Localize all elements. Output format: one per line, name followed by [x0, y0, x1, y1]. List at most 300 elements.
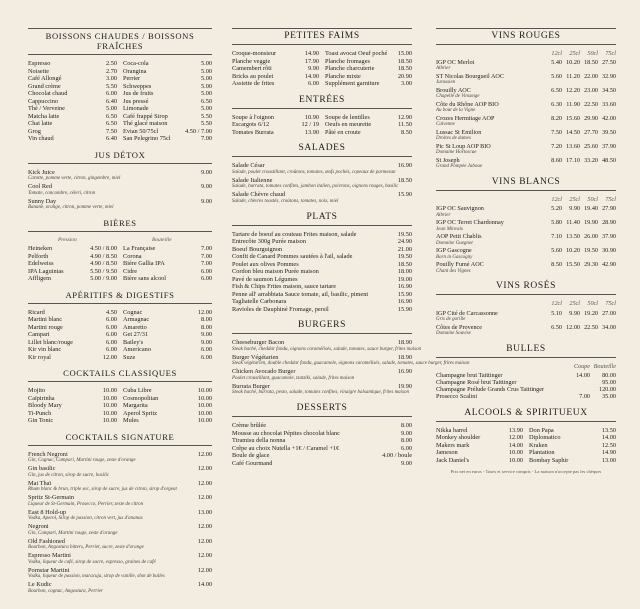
item-price: 16.90 — [397, 298, 412, 305]
item-price: 9.00 — [400, 459, 412, 467]
column-label: 25cl — [569, 50, 580, 57]
wine-price: 5.60 — [551, 73, 562, 81]
menu-row — [232, 437, 412, 445]
menu-row — [436, 442, 523, 450]
wine-price: 80.00 — [602, 371, 616, 379]
item-description: Salade, chèvres toastés, croûtons, tomates, noix, miel — [232, 198, 339, 204]
menu-row — [28, 324, 117, 332]
menu-row — [325, 80, 412, 88]
item-price: 6.00 — [307, 80, 319, 87]
menu-row — [232, 368, 412, 376]
wine-price: 14.00 — [576, 371, 590, 379]
item-price: 4.90 / 8.50 — [90, 252, 117, 260]
menu-row — [232, 50, 319, 58]
item-price: 6.40 — [105, 135, 117, 142]
menu-row — [123, 128, 212, 136]
item-price: 5.50 — [200, 120, 212, 127]
item-name: Cordon bleu maison Purée maison — [232, 268, 319, 275]
wine-producer: Gris de gorille — [436, 316, 466, 322]
item-name: French Negroni — [28, 450, 68, 458]
wine-price: 5.10 — [551, 309, 562, 317]
wine-price: 10.20 — [566, 247, 580, 255]
wine-row — [436, 393, 616, 400]
item-name: Cosmopolitan — [123, 394, 159, 402]
item-description: Salade, burrata, tomates confites, jambon italien, poivrons, oignons rouges, basilic — [232, 184, 399, 189]
wine-price: 28.90 — [602, 219, 616, 227]
wine-name: St Joseph — [436, 157, 460, 165]
menu-row — [28, 120, 117, 128]
item-price: 12.00 — [197, 494, 212, 501]
menu-row — [529, 434, 616, 442]
wine-header — [436, 196, 616, 203]
item-price: 9.90 — [307, 65, 319, 72]
item-name: Mai Thaï — [28, 479, 52, 487]
item-description: Gin, Cognac, Campari, Martini rouge, zeste d'orange — [28, 458, 136, 463]
item-price: 10.00 — [508, 449, 523, 457]
item-price: 14.90 — [304, 50, 319, 57]
item-name: Old Fashioned — [28, 537, 65, 545]
item-name: Assiette de frites — [232, 80, 275, 87]
menu-row — [232, 291, 412, 299]
menu-row — [123, 275, 212, 283]
item-name: Affligem — [28, 275, 51, 282]
column-label: 25cl — [569, 300, 580, 308]
item-price: 8.00 — [400, 437, 412, 444]
menu-row — [232, 383, 412, 391]
wine-price: 9.90 — [569, 205, 580, 213]
item-name: Espresso — [28, 60, 51, 67]
menu-row — [28, 316, 117, 324]
item-price: 5.00 — [200, 67, 212, 75]
item-name: Oeufs en meurette — [325, 121, 372, 128]
item-name: Thé / Verveine — [28, 105, 65, 112]
wine-producer: Domaine Hortoscue — [436, 150, 477, 156]
item-name: Vin chaud — [28, 135, 54, 142]
wine-price: 32.90 — [602, 73, 616, 81]
wine-price: 34.50 — [602, 87, 616, 95]
item-description: Liqueur de St-Germain, Prosecco, Perrier, zeste de citron — [28, 501, 144, 507]
classiques-list — [28, 387, 212, 425]
menu-row — [123, 75, 212, 83]
wine-price: 8.50 — [551, 261, 562, 269]
wine-price — [564, 386, 590, 393]
column-label: 50cl — [587, 196, 598, 204]
wine-price: 27.70 — [584, 129, 598, 137]
item-name: Café frappé Sirop — [123, 112, 168, 120]
item-price: 6.00 — [200, 267, 212, 275]
desserts-list — [232, 422, 412, 467]
wine-price: 18.50 — [584, 59, 598, 67]
item-price: 9.00 — [400, 429, 412, 437]
blancs-list — [436, 196, 616, 274]
wine-price: 39.50 — [602, 129, 616, 137]
item-name: Cognac — [123, 308, 143, 316]
item-name: Penne all' arrabbiata Sauce tomate, ail, basilic, piment — [232, 290, 369, 298]
item-name: Mojito — [28, 387, 46, 394]
wine-price: 34.00 — [602, 323, 616, 331]
item-description: Bourbon, cognac, Angostura, Perrier — [28, 588, 103, 594]
bulles-list — [436, 363, 616, 401]
wine-name: Champagne Rosé brut Taittinger — [436, 379, 517, 387]
wine-producer: Albrier — [436, 66, 451, 72]
menu-row — [232, 177, 412, 185]
wine-row — [436, 129, 616, 136]
menu-row — [28, 567, 212, 575]
item-name: Croque-monsieur — [232, 50, 277, 57]
item-price: 6.00 — [200, 353, 212, 361]
wine-price: 12.00 — [566, 323, 580, 331]
wine-row — [436, 59, 616, 66]
salades-list — [232, 162, 412, 205]
item-price: 15.00 — [397, 50, 412, 57]
menu-row — [28, 331, 117, 339]
menu-row — [123, 135, 212, 143]
menu-row — [123, 98, 212, 106]
wine-name: Lussac St Emilion — [436, 129, 482, 137]
item-price: 7.50 — [105, 127, 117, 135]
item-price: 5.50 / 9.50 — [90, 267, 117, 275]
item-name: San Pelegrino 75cl — [123, 135, 171, 142]
menu-row — [232, 306, 412, 314]
wine-price: 25.60 — [584, 143, 598, 151]
wine-row — [436, 261, 616, 268]
menu-row — [123, 402, 212, 410]
column-label: 12cl — [551, 300, 562, 308]
menu-row — [123, 113, 212, 121]
right-column — [123, 245, 212, 283]
item-name: Cool Red — [28, 183, 52, 190]
wine-price: 95.00 — [602, 379, 616, 387]
wine-row — [436, 386, 616, 393]
menu-row — [28, 90, 117, 98]
menu-row — [529, 442, 616, 450]
wine-price: 29.30 — [584, 261, 598, 269]
menu-row — [232, 253, 412, 261]
wine-producer: Albrier — [436, 212, 451, 218]
wine-name: Prosecco Scalini — [436, 393, 478, 401]
aperitifs-list — [28, 309, 212, 362]
item-name: Schweppes — [123, 82, 152, 90]
item-description: Poulet croustillant, guacamole, tzatziki, salade, frites maison — [232, 375, 355, 381]
wine-price: 11.20 — [566, 73, 580, 81]
menu-row — [28, 275, 117, 283]
item-price: 14.90 — [304, 72, 319, 80]
item-price: 5.50 — [105, 82, 117, 90]
section-title: ALCOOLS & SPIRITUEUX — [436, 406, 616, 422]
item-price: 19.90 — [397, 382, 412, 390]
item-price: 10.90 — [304, 113, 319, 121]
wine-price: 8.60 — [551, 157, 562, 165]
item-price: 12 / 19 — [301, 121, 319, 128]
menu-row — [28, 105, 117, 113]
menu-row — [28, 268, 117, 276]
menu-row — [123, 324, 212, 332]
wine-producer: Au bout de la Vigne — [436, 108, 476, 114]
menu-row — [325, 65, 412, 73]
wine-price: 33.20 — [584, 157, 598, 165]
wine-price: 42.90 — [602, 261, 616, 269]
item-price: 6.00 — [105, 323, 117, 331]
item-name: Tagliatelle Carbonara — [232, 298, 287, 305]
item-price: 13.90 — [508, 426, 523, 434]
item-description: Gin, Campari, Martini rouge, zeste d'orange — [28, 530, 118, 536]
section-title: VINS ROSÉS — [436, 279, 616, 295]
header-spacer — [436, 300, 544, 307]
wine-producer: Jurassien — [436, 80, 456, 86]
item-price: 18.50 — [397, 260, 412, 268]
item-price: 12.50 — [601, 441, 616, 449]
item-price: 8.00 — [200, 323, 212, 331]
menu-row — [28, 494, 212, 502]
section-title: SALADES — [232, 141, 412, 157]
menu-row — [123, 417, 212, 425]
wine-price: 5.60 — [551, 247, 562, 255]
column-label: 12cl — [551, 196, 562, 204]
item-name: Grog — [28, 127, 41, 135]
column-label: 50cl — [587, 50, 598, 57]
header-spacer — [436, 196, 544, 203]
wine-price: 11.40 — [566, 219, 580, 227]
item-name: Grand crème — [28, 82, 61, 90]
rouges-list — [436, 50, 616, 170]
item-name: Edelweiss — [28, 260, 54, 267]
item-price: 10.00 — [102, 387, 117, 394]
item-price: 5.00 — [105, 105, 117, 112]
menu-row — [123, 253, 212, 261]
column-drinks — [28, 28, 212, 600]
menu-row — [28, 417, 117, 425]
item-name: Don Papa — [529, 426, 554, 434]
wine-price: 120.00 — [598, 386, 616, 394]
menu-row — [28, 523, 212, 531]
menu-row — [436, 434, 523, 442]
item-name: Cidre — [123, 267, 137, 275]
menu-row — [28, 402, 117, 410]
item-name: Supplément garniture — [325, 80, 380, 87]
item-name: Salade Italienne — [232, 176, 273, 184]
item-price: 10.00 — [197, 402, 212, 409]
item-price: 5.00 — [200, 82, 212, 90]
item-name: East 8 Hold-up — [28, 508, 67, 516]
item-price: 6.00 — [200, 346, 212, 353]
wine-price — [564, 379, 590, 386]
menu-row — [123, 105, 212, 113]
item-price: 4.50 / 7.00 — [185, 127, 212, 135]
menu-row — [232, 65, 319, 73]
menu-row — [325, 121, 412, 129]
item-name: Jack Daniel's — [436, 456, 470, 464]
item-name: La Française — [123, 245, 156, 252]
item-name: Jus pressé — [123, 97, 149, 105]
item-price: 16.90 — [397, 162, 412, 169]
item-name: Monkey shoulder — [436, 434, 481, 442]
wine-price: 19.90 — [584, 219, 598, 227]
menu-row — [28, 183, 212, 191]
item-name: Coca-cola — [123, 60, 149, 67]
section-title: BULLES — [436, 342, 616, 358]
item-name: Le Kudic — [28, 581, 52, 588]
menu-row — [123, 395, 212, 403]
item-name: Kir royal — [28, 353, 51, 361]
item-description: Rhum blanc & brun, triple sec, sirop de sucre, jus de citron, sirop d'orgeat — [28, 487, 177, 492]
item-name: Burger Végétarien — [232, 353, 279, 361]
left-column — [28, 309, 117, 362]
wine-price: 19.40 — [584, 205, 598, 213]
alcools-list — [436, 427, 616, 465]
item-price: 5.00 — [200, 105, 212, 112]
item-description: Steak végétarien, double cheddar fondu, guacamole, oignons caramélisés, salade, tomates, sauce burger, frites maison — [232, 361, 470, 366]
item-price: 10.00 — [508, 456, 523, 464]
wine-name: Champagne brut Taittinger — [436, 371, 503, 379]
wine-price: 19.20 — [584, 309, 598, 317]
wine-name: IGP OC Sauvignon — [436, 205, 484, 213]
wine-row — [436, 372, 616, 379]
item-name: Matcha latte — [28, 112, 60, 120]
entrees-list — [232, 114, 412, 137]
wine-header — [436, 363, 616, 370]
item-price: 5.00 — [200, 90, 212, 97]
wine-name: Champagne Prélude Grands Crus Taittinger — [436, 386, 545, 394]
item-price: 6.00 — [105, 338, 117, 346]
item-name: Pornstar Martini — [28, 566, 70, 574]
item-price: 13.00 — [197, 508, 212, 516]
wine-producer: Chapelle de Vinsonge — [436, 94, 480, 100]
item-price: 11.50 — [398, 121, 412, 128]
wine-price: 19.50 — [584, 247, 598, 255]
menu-row — [28, 538, 212, 546]
item-price: 5.50 — [200, 112, 212, 120]
wine-price: 6.50 — [551, 323, 562, 331]
item-name: Corona — [123, 252, 142, 260]
wine-name: Côte du Rhône AOP BIO — [436, 101, 499, 109]
menu-row — [123, 120, 212, 128]
item-price: 5.00 — [200, 75, 212, 82]
item-name: Gin Tonic — [28, 417, 54, 424]
item-price: 6.50 — [105, 112, 117, 120]
item-price: 18.50 — [397, 65, 412, 72]
item-name: Martini rouge — [28, 323, 63, 331]
item-description: Vodka, liqueur de passion, maracuja, sirop de vanille, shot de bulles — [28, 574, 165, 579]
item-price: 17.90 — [304, 57, 319, 65]
item-name: Aperol Spritz — [123, 409, 158, 417]
menu-row — [325, 114, 412, 122]
wine-name: ST Nicolas Bourgueil AOC — [436, 73, 505, 81]
menu-row — [325, 50, 412, 58]
menu-row — [232, 452, 412, 460]
item-price: 9.00 — [200, 197, 212, 205]
item-price: 6.00 — [105, 331, 117, 338]
column-label: Bouteille — [593, 362, 616, 370]
wine-price: 7.00 — [579, 393, 590, 401]
menu-row — [28, 465, 212, 473]
item-name: Bière sans alcool — [123, 275, 167, 282]
menu-row — [232, 354, 412, 362]
menu-row — [529, 427, 616, 435]
item-price: 12.00 — [197, 552, 212, 559]
item-price: 21.00 — [397, 245, 412, 253]
item-price: 15.90 — [397, 191, 412, 198]
item-name: Noisette — [28, 67, 49, 75]
wine-row — [436, 310, 616, 317]
item-name: Burrata Burger — [232, 382, 270, 390]
item-name: Perrier — [123, 75, 141, 82]
item-name: Thé glacé maison — [123, 120, 168, 127]
wine-price: 23.00 — [584, 87, 598, 95]
wine-price: 7.50 — [551, 129, 562, 137]
wine-name: IGP Cité de Carcassonne — [436, 309, 498, 317]
item-price: 13.00 — [601, 456, 616, 464]
item-price: 18.00 — [397, 268, 412, 275]
right-column — [325, 114, 412, 137]
wine-price: 10.20 — [566, 59, 580, 67]
wine-row — [436, 205, 616, 212]
item-name: Campari — [28, 331, 50, 338]
menu-row — [28, 83, 117, 91]
menu-row — [232, 445, 412, 453]
wine-name: Crozes Hermitage AOP — [436, 115, 495, 123]
item-name: Salade Chèvre chaud — [232, 191, 286, 198]
wine-price: 5.80 — [551, 219, 562, 227]
wine-price: 17.10 — [566, 157, 580, 165]
menu-row — [123, 260, 212, 268]
wine-row — [436, 87, 616, 94]
section-title: DESSERTS — [232, 401, 412, 417]
section-title: JUS DÉTOX — [28, 148, 212, 164]
item-price: 18.90 — [397, 339, 412, 346]
menu-row — [325, 58, 412, 66]
wine-name: Pic St Loup AOP BIO — [436, 143, 491, 151]
left-column — [232, 50, 319, 88]
left-column — [28, 245, 117, 283]
menu-row — [123, 309, 212, 317]
menu-row — [529, 457, 616, 465]
item-description: Salade, poulet croustillant, croûtons, tomates, œufs pochés, copeaux de parmesan — [232, 169, 396, 175]
header-spacer — [436, 50, 544, 57]
section-title: BIÈRES — [28, 216, 212, 232]
menu-row — [123, 410, 212, 418]
item-price: 6.50 — [105, 120, 117, 127]
item-name: Negroni — [28, 523, 49, 530]
item-name: Pâté en croute — [325, 128, 361, 136]
menu-row — [28, 339, 117, 347]
menu-row — [232, 191, 412, 199]
petites-list — [232, 50, 412, 88]
item-name: Nikka barrel — [436, 426, 468, 434]
item-name: Boule de glace — [232, 452, 270, 459]
item-name: Toast avocat Oeuf poché — [325, 50, 388, 57]
item-name: Tartare de boeuf au couteau Frites maison, salade — [232, 230, 357, 238]
menu-row — [28, 309, 117, 317]
column-label: 75cl — [605, 50, 616, 57]
menu-row — [123, 268, 212, 276]
item-price: 12.00 — [197, 523, 212, 530]
wine-price: 22.50 — [584, 101, 598, 109]
menu-row — [232, 246, 412, 254]
item-price: 7.00 — [200, 252, 212, 260]
section-title: PLATS — [232, 210, 412, 226]
wine-name: AOP Petit Chablis — [436, 233, 482, 241]
menu-row — [232, 58, 319, 66]
menu-row — [28, 581, 212, 589]
item-name: Suze — [123, 353, 136, 361]
column-label: 50cl — [587, 300, 598, 308]
menu-row — [123, 387, 212, 395]
item-name: Bombay Saphir — [529, 456, 569, 464]
item-price: 10.00 — [197, 394, 212, 402]
menu-row — [325, 129, 412, 137]
item-name: Bailey's — [123, 338, 144, 346]
item-name: Makers mark — [436, 441, 470, 449]
